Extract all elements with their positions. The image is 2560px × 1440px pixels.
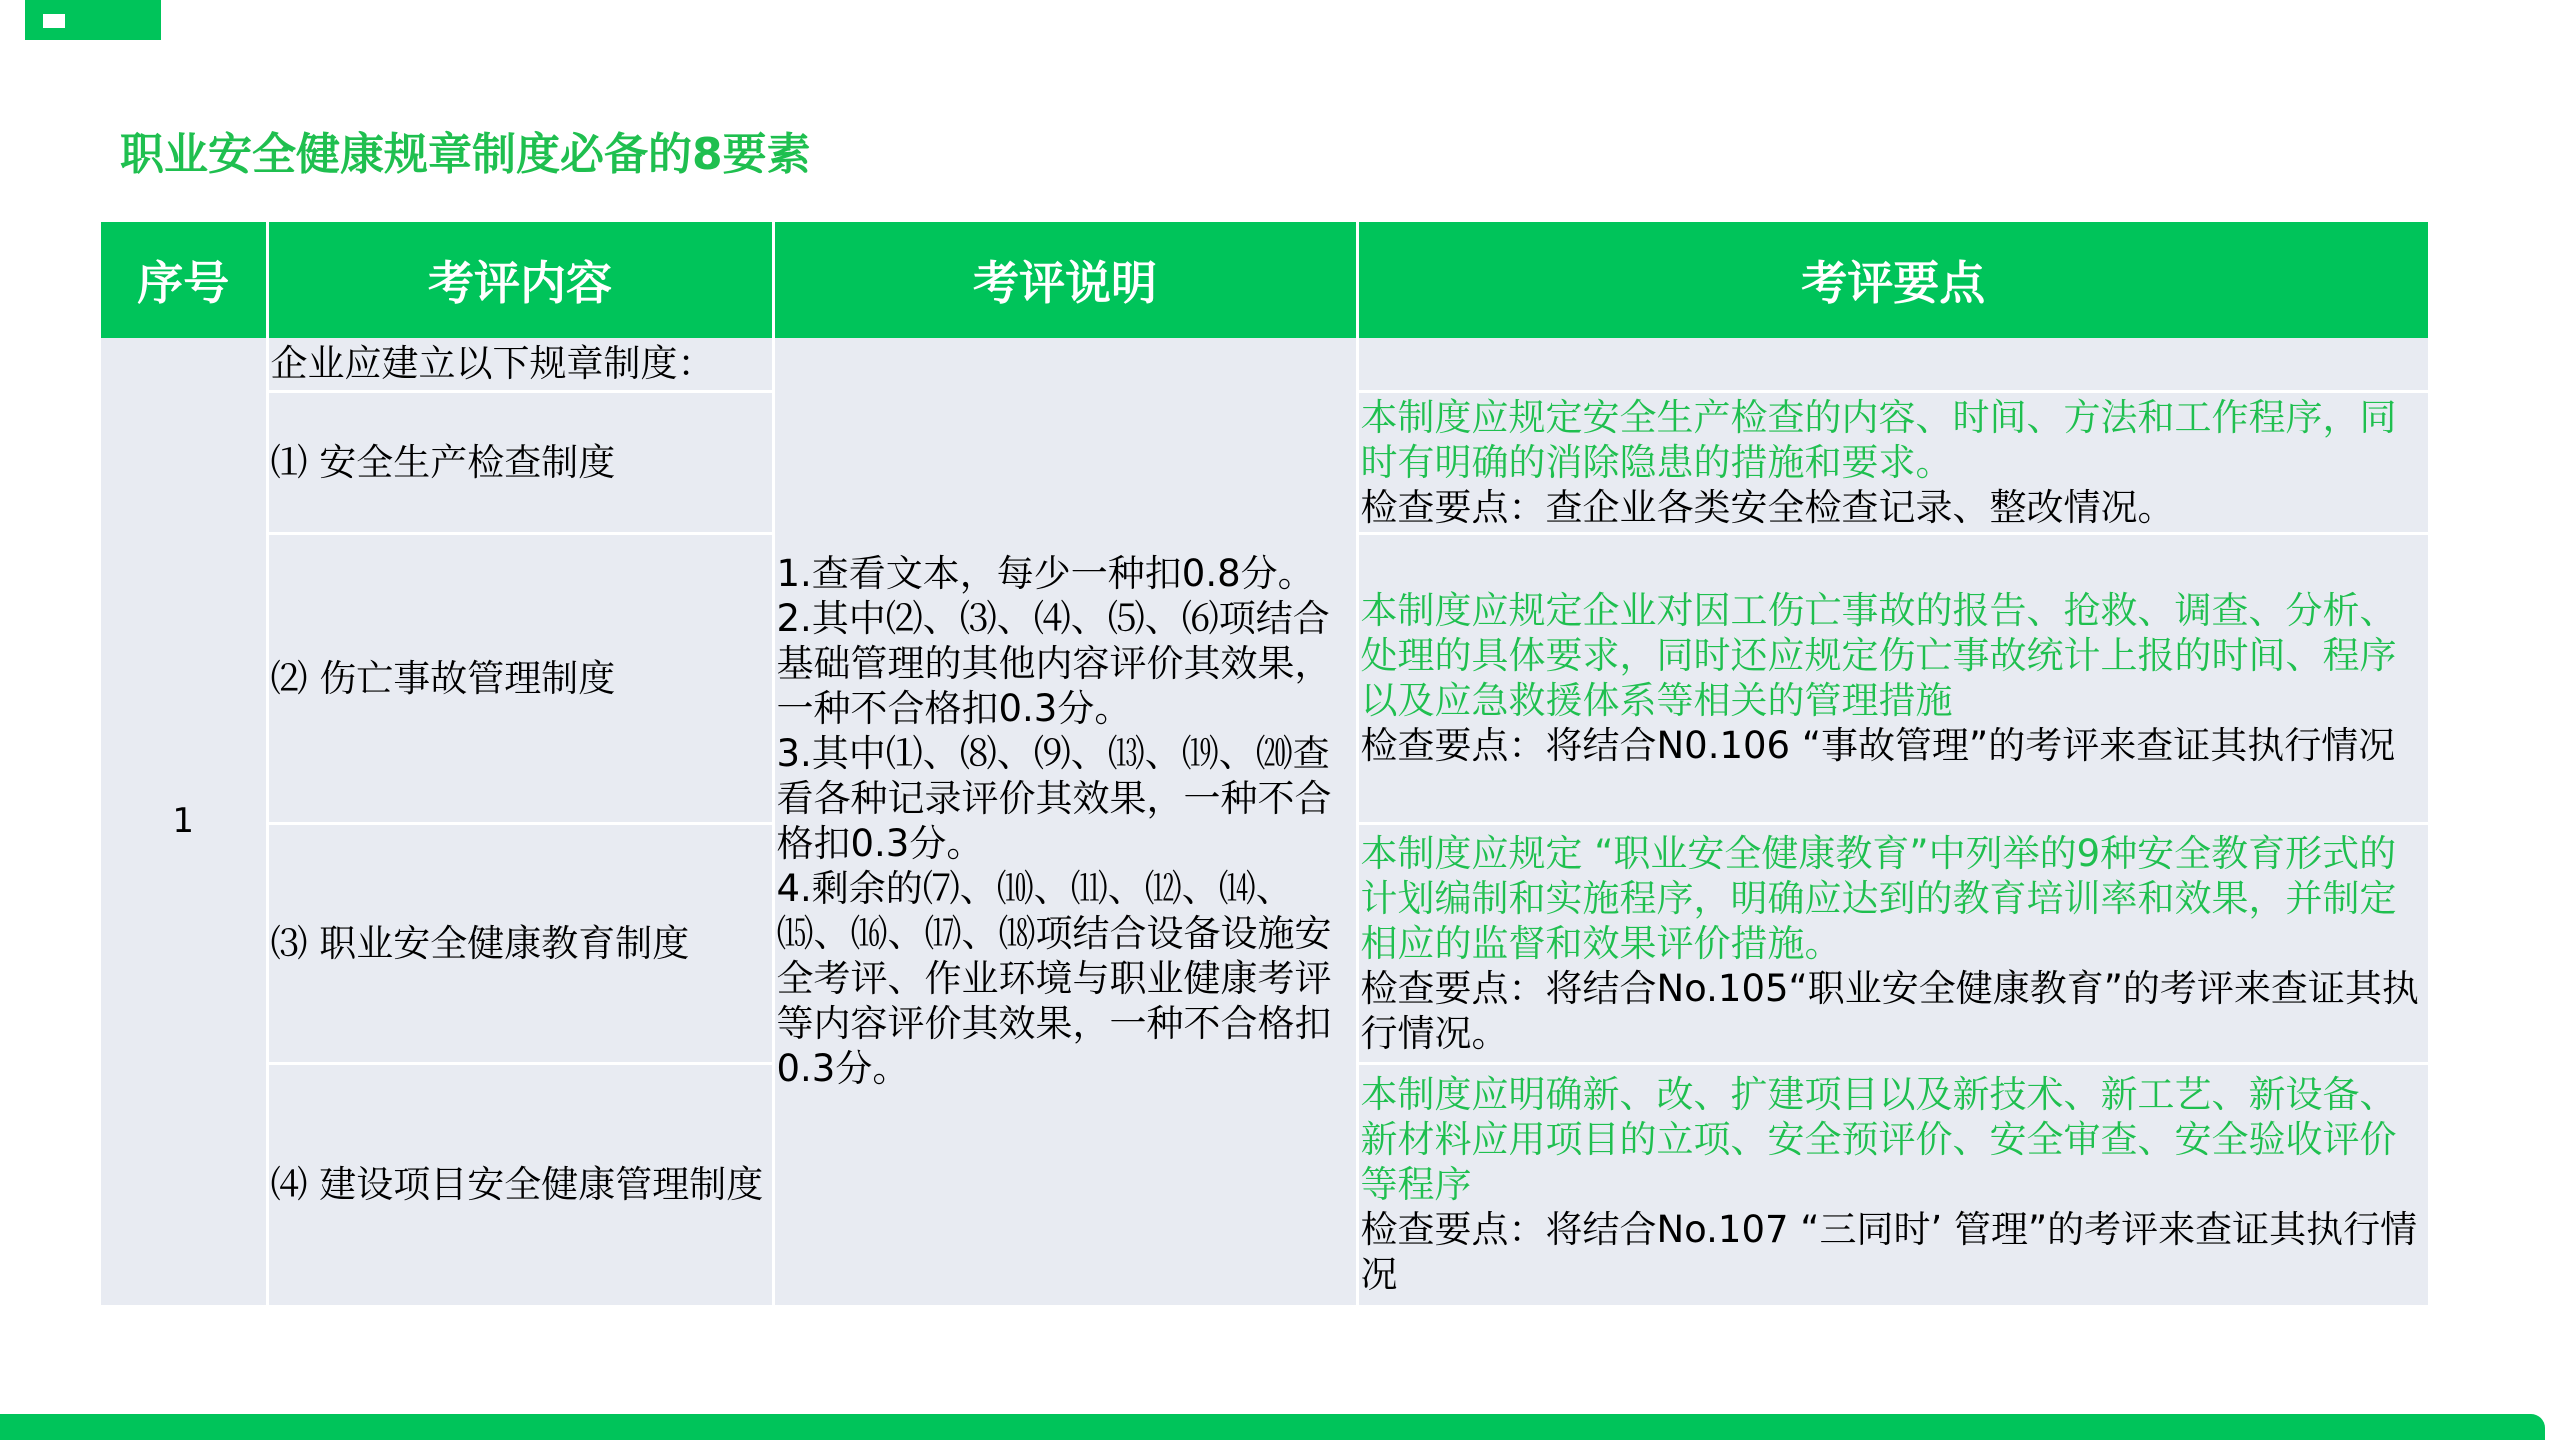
header-points: 考评要点 (1357, 222, 2428, 338)
points-check: 检查要点：将结合No.105“职业安全健康教育”的考评来查证其执行情况。 (1360, 966, 2419, 1055)
item-cell: ⑵ 伤亡事故管理制度 (267, 533, 773, 823)
seq-cell: 1 (101, 338, 267, 1306)
table-header-row (101, 222, 2428, 338)
intro-cell: 企业应建立以下规章制度： (267, 338, 773, 391)
points-empty-cell (1357, 338, 2428, 391)
points-check: 检查要点：查企业各类安全检查记录、整改情况。 (1360, 485, 2175, 529)
explanation-line-3: 3.其中⑴、⑻、⑼、⒀、⒆、⒇查看各种记录评价其效果，一种不合格扣0.3分。 (776, 732, 1332, 866)
points-check: 检查要点：将结合N0.106 “事故管理”的考评来查证其执行情况 (1360, 724, 2396, 767)
points-cell (1357, 1063, 2428, 1306)
points-requirement: 本制度应规定安全生产检查的内容、时间、方法和工作程序，同时有明确的消除隐患的措施和要求。 (1360, 395, 2397, 484)
points-cell (1357, 823, 2428, 1063)
page-title: 职业安全健康规章制度必备的8要素 (120, 129, 811, 180)
item-cell: ⑷ 建设项目安全健康管理制度 (267, 1063, 773, 1306)
explanation-cell (773, 338, 1357, 1306)
explanation-line-4: 4.剩余的⑺、⑽、⑾、⑿、⒁、⒂、⒃、⒄、⒅项结合设备设施安全考评、作业环境与职业健康考评等内容评价其效果，一种不合格扣0.3分。 (776, 867, 1332, 1091)
header-content: 考评内容 (267, 222, 773, 338)
header-explanation: 考评说明 (773, 222, 1357, 338)
points-requirement: 本制度应明确新、改、扩建项目以及新技术、新工艺、新设备、新材料应用项目的立项、安全预评价、安全审查、安全验收评价等程序 (1360, 1073, 2397, 1206)
header-seq: 序号 (101, 222, 267, 338)
points-requirement: 本制度应规定 “职业安全健康教育”中列举的9种安全教育形式的计划编制和实施程序，明确应达到的教育培训率和效果，并制定相应的监督和效果评价措施。 (1360, 831, 2397, 965)
points-requirement: 本制度应规定企业对因工伤亡事故的报告、抢救、调查、分析、处理的具体要求，同时还应规定伤亡事故统计上报的时间、程序以及应急救援体系等相关的管理措施 (1360, 589, 2397, 722)
item-cell: ⑶ 职业安全健康教育制度 (267, 823, 773, 1063)
table-row (101, 338, 2428, 391)
points-cell (1357, 533, 2428, 823)
evaluation-table (101, 222, 2428, 1308)
explanation-line-2: 2.其中⑵、⑶、⑷、⑸、⑹项结合基础管理的其他内容评价其效果，一种不合格扣0.3分。 (776, 597, 1332, 731)
explanation-line-1: 1.查看文本，每少一种扣0.8分。 (776, 552, 1315, 596)
item-cell: ⑴ 安全生产检查制度 (267, 391, 773, 533)
bottom-accent-bar (0, 1414, 2545, 1440)
top-tab-decoration (25, 0, 161, 40)
points-cell (1357, 391, 2428, 533)
tab-square-icon (43, 14, 65, 28)
points-check: 检查要点：将结合No.107 “三同时’ 管理”的考评来查证其执行情况 (1360, 1208, 2418, 1296)
